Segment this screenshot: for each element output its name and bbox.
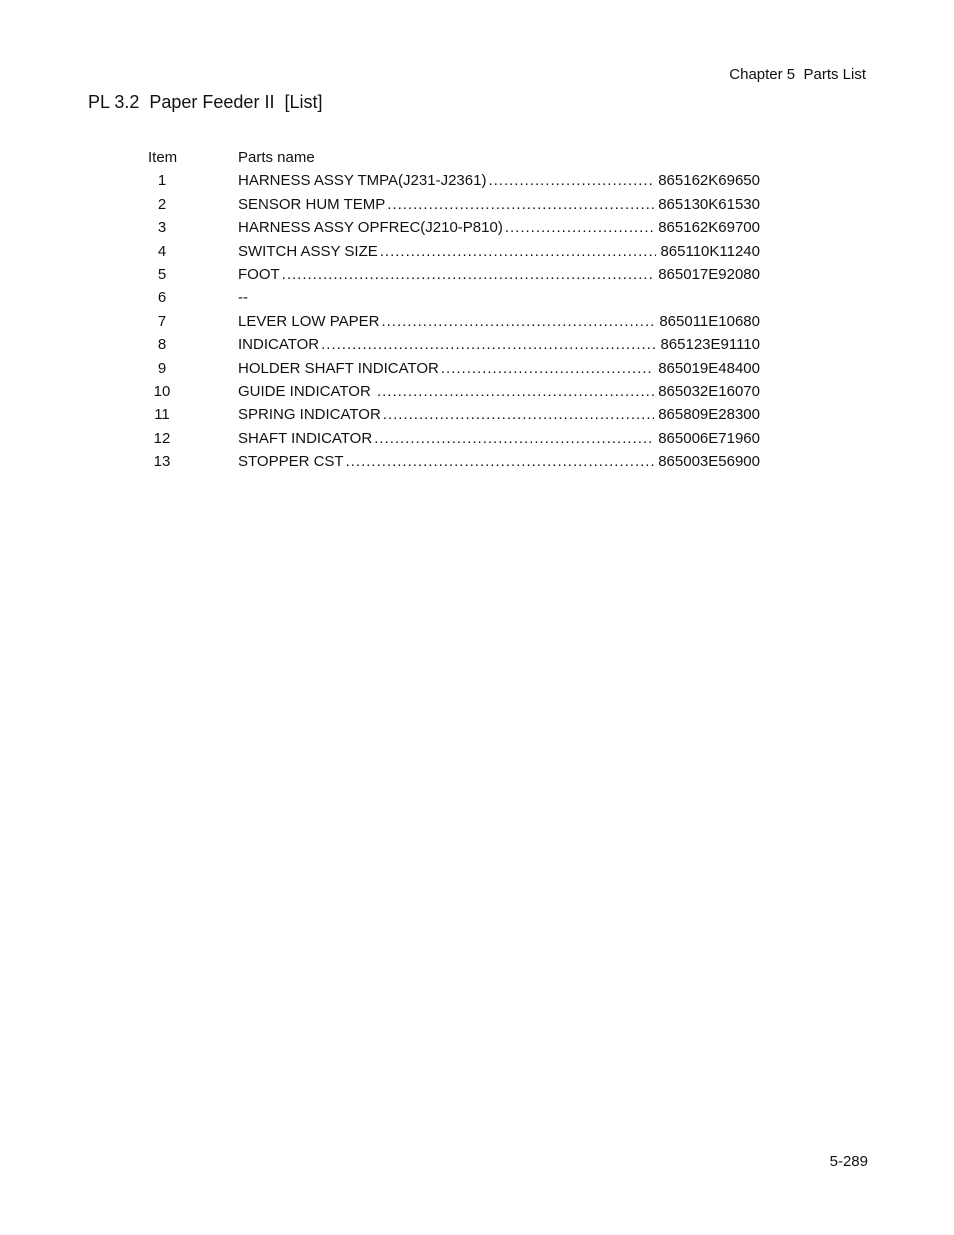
item-number: 2 xyxy=(157,195,167,213)
part-number: 865123E91110 xyxy=(660,336,760,354)
part-number: 865162K69700 xyxy=(658,219,760,237)
page-title: PL 3.2 Paper Feeder II [List] xyxy=(88,92,323,112)
part-number: 865162K69650 xyxy=(658,172,760,190)
part-number: 865110K11240 xyxy=(660,242,760,260)
item-number: 8 xyxy=(157,336,167,354)
table-row xyxy=(148,357,760,380)
part-number: 865130K61530 xyxy=(658,195,760,213)
item-number: 1 xyxy=(157,172,167,190)
part-number: 865011E10680 xyxy=(659,312,760,330)
table-row xyxy=(148,450,760,473)
column-header-item: Item xyxy=(148,149,178,166)
page-number: 5-289 xyxy=(829,1153,868,1170)
part-name: STOPPER CST xyxy=(238,453,344,471)
part-number: 865003E56900 xyxy=(658,453,760,471)
item-number: 4 xyxy=(157,242,167,260)
part-name: LEVER LOW PAPER xyxy=(238,312,380,330)
part-name: HOLDER SHAFT INDICATOR xyxy=(238,359,439,377)
table-row xyxy=(148,216,760,239)
dot-leader xyxy=(383,403,654,426)
table-header-row xyxy=(148,146,760,169)
part-number: 865017E92080 xyxy=(658,265,760,283)
part-name: INDICATOR xyxy=(238,336,320,354)
part-number: 865809E28300 xyxy=(658,406,760,424)
chapter-header: Chapter 5 Parts List xyxy=(729,66,866,83)
item-number: 6 xyxy=(157,289,167,307)
item-number: 5 xyxy=(157,265,167,283)
table-row xyxy=(148,427,760,450)
item-number: 11 xyxy=(154,406,170,424)
table-row xyxy=(148,263,760,286)
dot-leader xyxy=(380,240,657,263)
part-name: -- xyxy=(238,289,248,307)
parts-list-table xyxy=(148,146,760,473)
part-name: SENSOR HUM TEMP xyxy=(238,195,386,213)
part-name: GUIDE INDICATOR xyxy=(238,382,375,400)
dot-leader xyxy=(374,427,654,450)
table-row xyxy=(148,286,760,309)
dot-leader xyxy=(377,380,654,403)
part-name: HARNESS ASSY TMPA(J231-J2361) xyxy=(238,172,487,190)
dot-leader xyxy=(346,450,655,473)
item-number: 13 xyxy=(153,453,171,471)
item-number: 10 xyxy=(153,382,171,400)
part-name: FOOT xyxy=(238,265,280,283)
table-row xyxy=(148,333,760,356)
table-row xyxy=(148,169,760,192)
dot-leader xyxy=(387,193,654,216)
table-row xyxy=(148,310,760,333)
item-number: 9 xyxy=(157,359,167,377)
dot-leader xyxy=(321,333,656,356)
item-number: 7 xyxy=(157,312,167,330)
part-name: HARNESS ASSY OPFREC(J210-P810) xyxy=(238,219,503,237)
dot-leader xyxy=(282,263,655,286)
table-row xyxy=(148,193,760,216)
part-name: SWITCH ASSY SIZE xyxy=(238,242,378,260)
dot-leader xyxy=(488,169,654,192)
dot-leader xyxy=(505,216,654,239)
table-body xyxy=(148,169,760,473)
item-number: 3 xyxy=(157,219,167,237)
table-row xyxy=(148,403,760,426)
part-name: SHAFT INDICATOR xyxy=(238,429,373,447)
column-header-parts-name: Parts name xyxy=(238,149,315,166)
item-number: 12 xyxy=(153,429,171,447)
table-row xyxy=(148,240,760,263)
part-number: 865019E48400 xyxy=(658,359,760,377)
part-number: 865006E71960 xyxy=(658,429,760,447)
dot-leader xyxy=(441,357,654,380)
part-number: 865032E16070 xyxy=(658,382,760,400)
table-row xyxy=(148,380,760,403)
dot-leader xyxy=(381,310,655,333)
part-name: SPRING INDICATOR xyxy=(238,406,381,424)
